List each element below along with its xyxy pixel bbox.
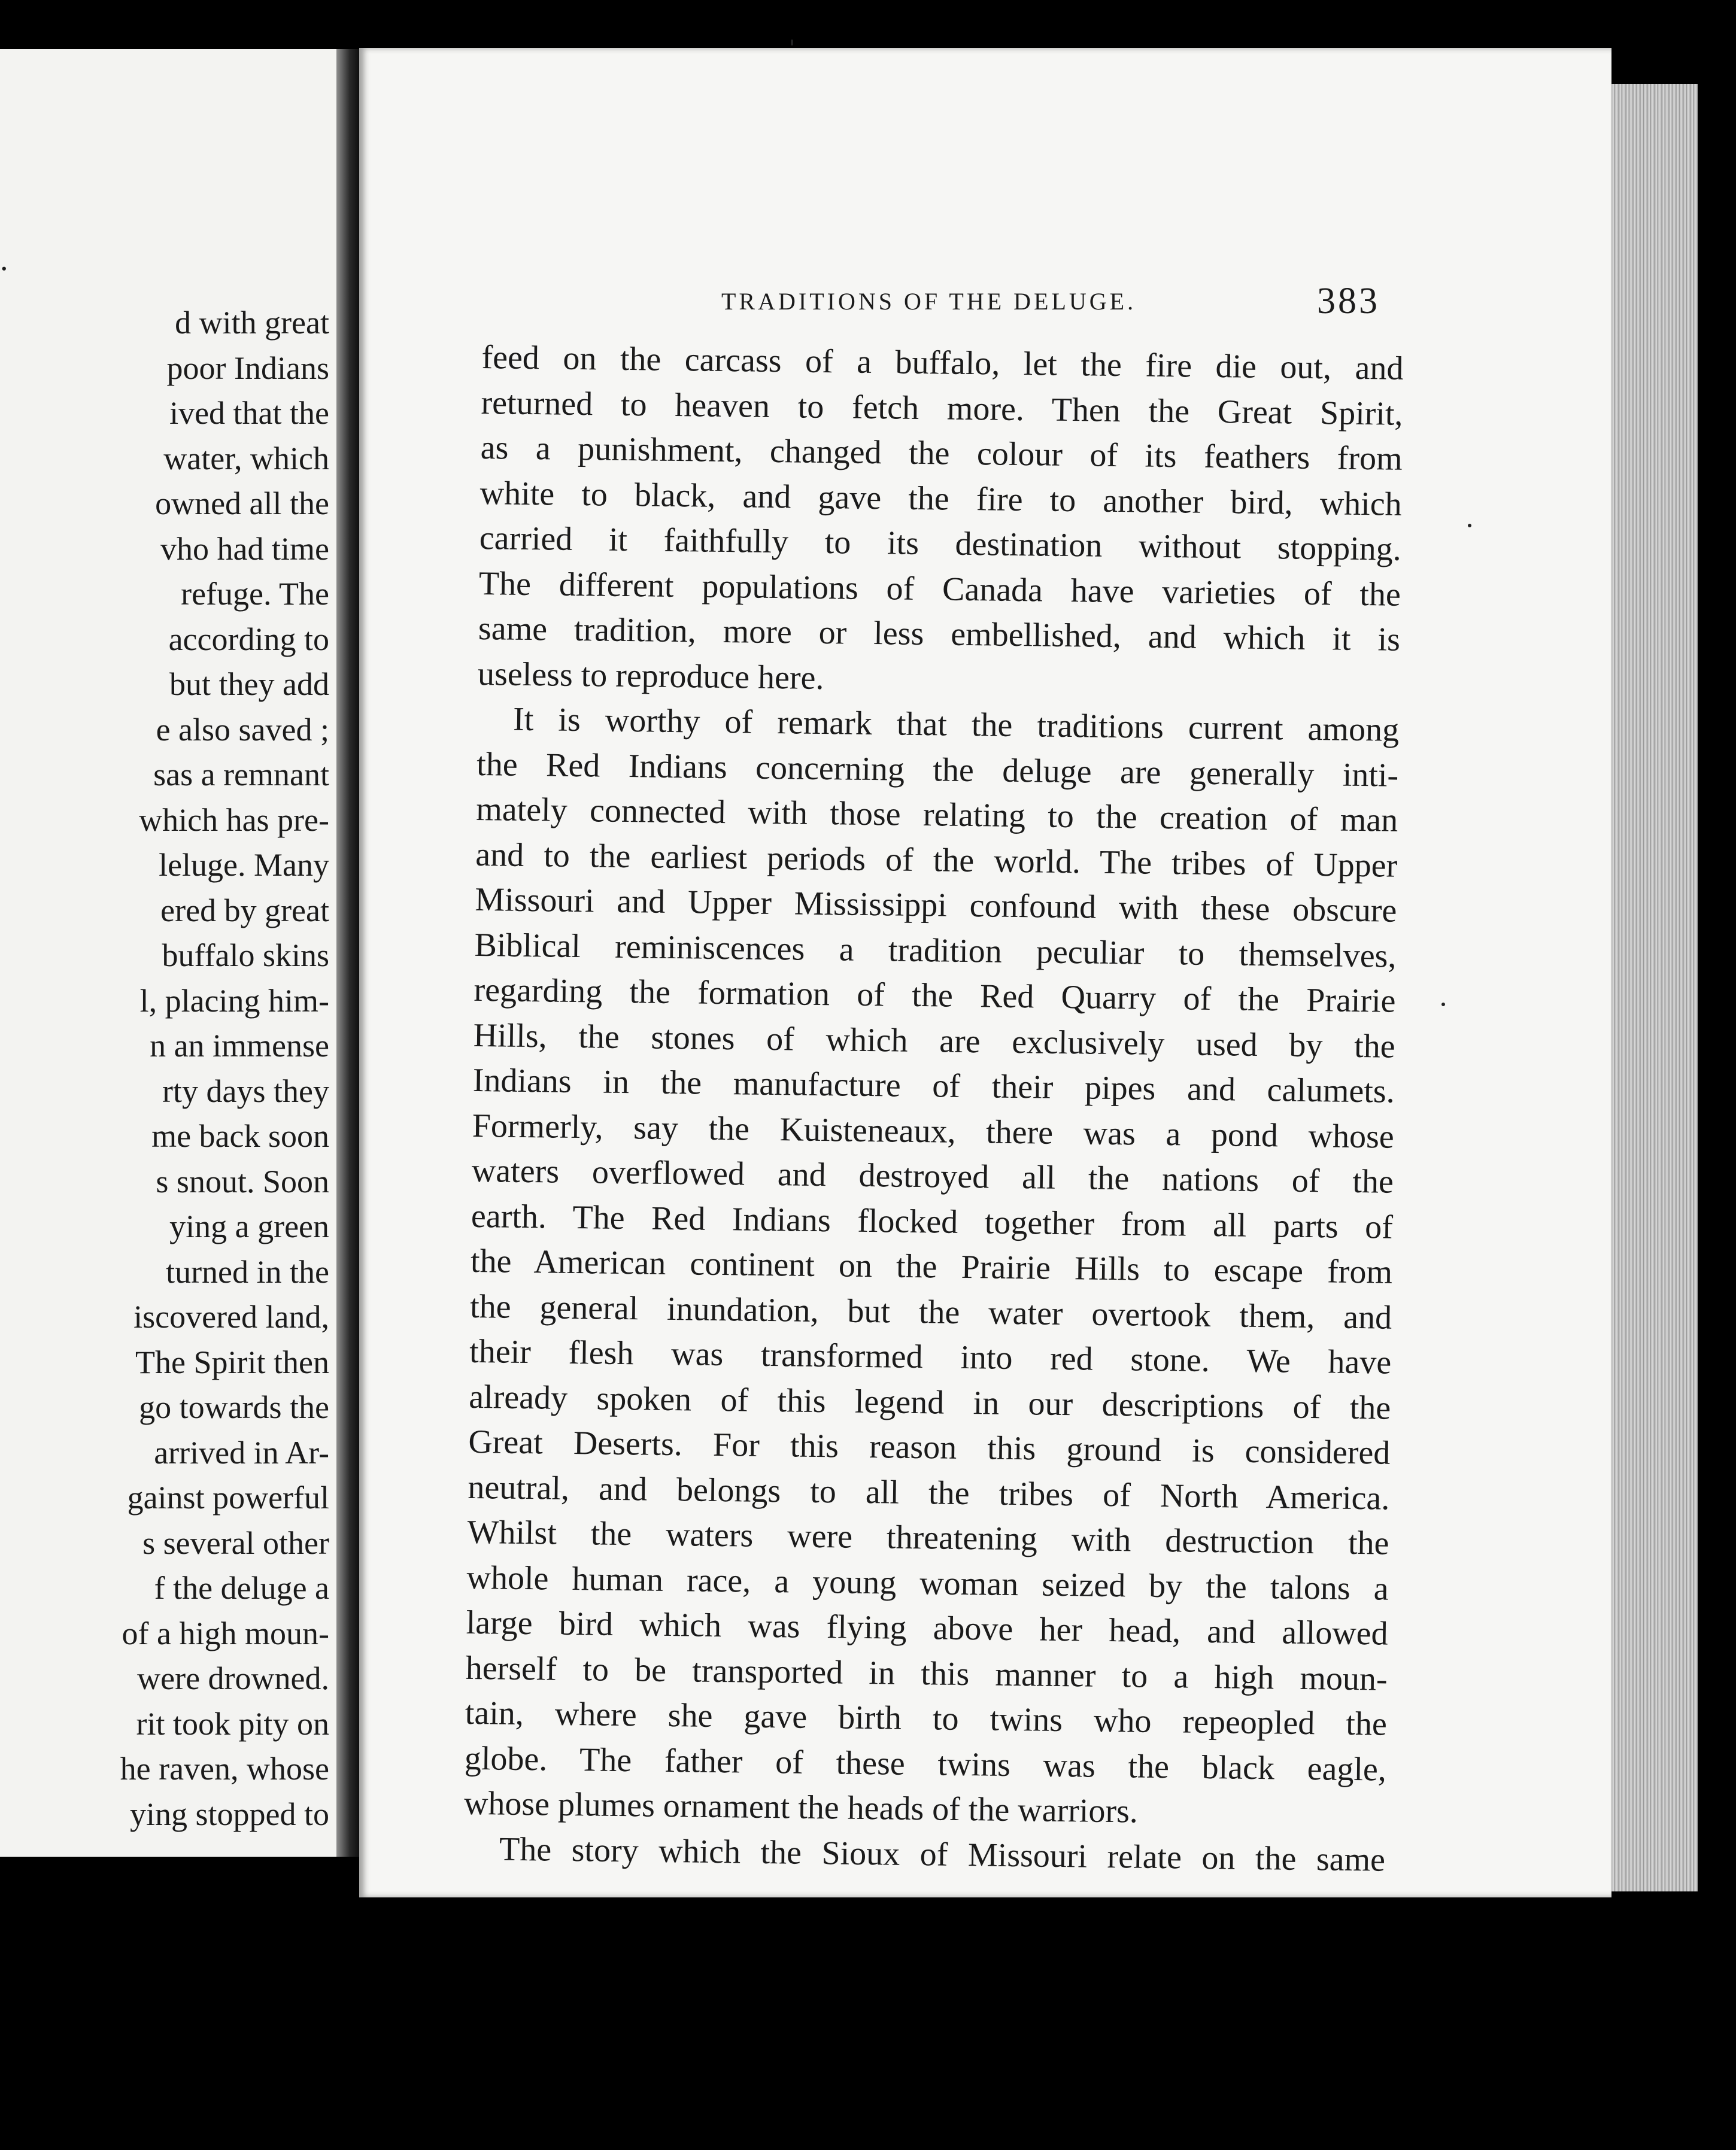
page-edges — [1608, 84, 1698, 1891]
left-text-line: me back soon — [151, 1118, 329, 1154]
text-line: whole human race, a young woman seized by the talons a — [466, 1559, 1389, 1608]
text-line: globe. The father of these twins was the black eagle, — [464, 1739, 1387, 1788]
text-line: regarding the formation of the Red Quarry of the Prairie — [474, 971, 1396, 1020]
text-line: Hills, the stones of which are exclusively used by the — [473, 1016, 1395, 1065]
left-text-line: The Spirit then — [135, 1344, 329, 1380]
text-line: already spoken of this legend in our descriptions of the — [468, 1378, 1391, 1427]
text-line: herself to be transported in this manner to a high moun- — [465, 1649, 1388, 1698]
left-text-line: ered by great — [160, 892, 329, 928]
book-gutter — [336, 49, 360, 1857]
text-line: mately connected with those relating to the creation of man — [475, 790, 1398, 839]
text-line: The different populations of Canada have varieties of the — [478, 564, 1401, 614]
left-text-line: vho had time — [160, 530, 329, 567]
text-line: The story which the Sioux of Missouri relate on the same — [499, 1830, 1386, 1879]
left-text-line: refuge. The — [181, 576, 329, 612]
left-text-line: ived that the — [169, 395, 329, 431]
left-text-line: sas a remnant — [153, 757, 329, 792]
text-line: waters overflowed and destroyed all the nations of the — [471, 1152, 1394, 1201]
left-text-line: but they add — [169, 666, 329, 702]
text-line: returned to heaven to fetch more. Then the Great Spirit, — [481, 384, 1403, 433]
text-line: useless to reproduce here. — [477, 655, 824, 697]
text-line: the general inundation, but the water overtook them, and — [469, 1287, 1392, 1337]
text-line: their flesh was transformed into red stone. We have — [469, 1332, 1392, 1381]
left-text-line: water, which — [163, 440, 329, 476]
left-text-line: of a high moun- — [122, 1615, 329, 1651]
left-text-line: owned all the — [155, 485, 329, 521]
text-line: white to black, and gave the fire to another bird, which — [479, 474, 1403, 523]
ink-speck — [1468, 524, 1471, 527]
text-line: earth. The Red Indians flocked together from all parts of — [471, 1197, 1394, 1246]
left-page-dot: . — [0, 241, 8, 277]
text-line: tain, where she gave birth to twins who repeopled the — [465, 1694, 1388, 1743]
left-text-line: iscovered land, — [133, 1299, 329, 1335]
text-line: carried it faithfully to its destination without stopping. — [479, 519, 1402, 568]
left-text-line: l, placing him- — [139, 982, 329, 1019]
text-line: the American continent on the Prairie Hills to escape from — [470, 1242, 1393, 1291]
left-text-line: arrived in Ar- — [154, 1434, 329, 1471]
page-number: 383 — [1317, 281, 1380, 321]
body-text — [463, 335, 1404, 1883]
left-text-line: according to — [168, 621, 329, 657]
text-line: whose plumes ornament the heads of the warriors. — [463, 1784, 1139, 1830]
text-line: and to the earliest periods of the world. The tribes of Upper — [475, 836, 1398, 885]
left-text-line: s several other — [142, 1525, 329, 1561]
text-line: Whilst the waters were threatening with destruction the — [467, 1513, 1389, 1562]
text-line: the Red Indians concerning the deluge are generally inti- — [476, 745, 1399, 794]
left-text-line: ying a green — [169, 1208, 329, 1244]
text-line: Missouri and Upper Mississippi confound with these obscure — [475, 880, 1397, 930]
left-text-line: e also saved ; — [156, 711, 329, 748]
left-page-text — [0, 300, 329, 1837]
ink-speck — [1441, 1003, 1445, 1006]
ink-speck — [791, 40, 793, 45]
text-line: feed on the carcass of a buffalo, let the fire die out, and — [481, 338, 1404, 387]
right-page — [359, 48, 1611, 1897]
text-line: large bird which was flying above her head, and allowed — [466, 1604, 1388, 1653]
left-text-line: d with great — [175, 305, 329, 341]
text-line: Indians in the manufacture of their pipes and calumets. — [472, 1061, 1395, 1110]
text-line: Biblical reminiscences a tradition peculiar to themselves, — [474, 926, 1397, 975]
left-text-line: go towards the — [139, 1389, 329, 1425]
left-text-line: n an immense — [150, 1028, 329, 1064]
left-text-line: gainst powerful — [127, 1480, 329, 1516]
left-text-line: turned in the — [166, 1253, 329, 1290]
left-text-line: which has pre- — [139, 801, 329, 838]
running-title: TRADITIONS OF THE DELUGE. — [721, 288, 1137, 315]
left-text-line: f the deluge a — [154, 1570, 329, 1606]
text-line: as a punishment, changed the colour of its feathers from — [480, 429, 1403, 478]
text-line: neutral, and belongs to all the tribes of North America. — [468, 1468, 1390, 1517]
running-head — [359, 232, 1611, 321]
left-page-fragment — [0, 49, 336, 1857]
text-line: It is worthy of remark that the traditions current among — [512, 700, 1400, 749]
text-line: Great Deserts. For this reason this ground is considered — [468, 1423, 1391, 1472]
text-line: same tradition, more or less embellished, and which it is — [478, 609, 1401, 658]
left-text-line: poor Indians — [166, 350, 329, 386]
left-text-line: leluge. Many — [159, 847, 329, 883]
left-text-line: buffalo skins — [162, 937, 329, 973]
text-line: Formerly, say the Kuisteneaux, there was a pond whose — [472, 1107, 1395, 1156]
left-text-line: rty days they — [162, 1073, 329, 1109]
left-text-line: s snout. Soon — [156, 1163, 329, 1199]
left-text-line: rit took pity on — [136, 1705, 329, 1742]
left-text-line: he raven, whose — [120, 1751, 329, 1787]
left-text-line: were drowned. — [137, 1660, 329, 1696]
left-text-line: ying stopped to — [130, 1796, 329, 1832]
